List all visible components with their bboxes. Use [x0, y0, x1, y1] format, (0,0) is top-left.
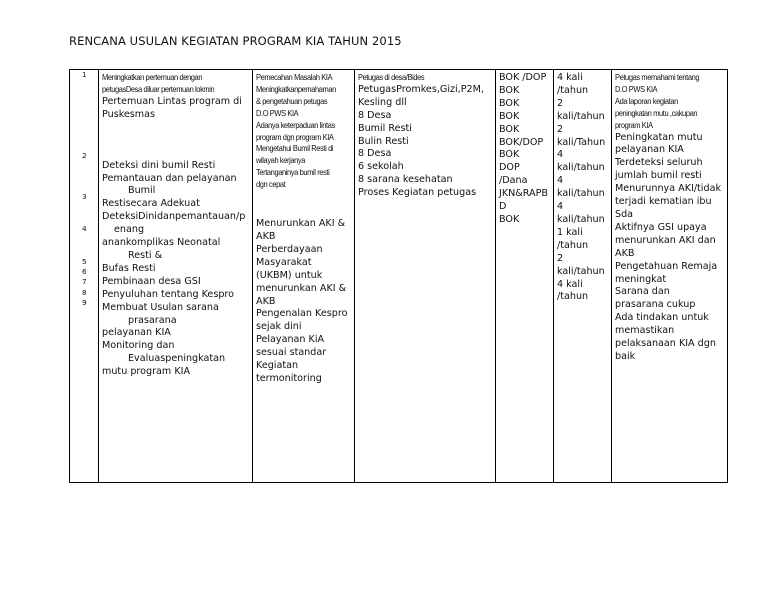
cell-line: terjadi kematian ibu	[615, 196, 712, 208]
cell-line: Pengetahuan Remaja	[615, 260, 718, 272]
cell-line: Monitoring dan	[102, 340, 175, 352]
cell-line: Petugas memahami tentang	[615, 72, 700, 82]
cell-line: Puskesmas	[102, 108, 156, 120]
cell-line: 2	[557, 97, 564, 109]
cell-line: Meningkatkanpemahaman	[256, 83, 336, 94]
row-number: 3	[82, 192, 87, 201]
cell-line: Bufas Resti	[102, 262, 156, 274]
cell-line: 2	[557, 252, 564, 264]
cell-line: Mengetahui Bumil Resti di	[256, 143, 334, 154]
row-number: 6	[82, 267, 87, 276]
cell-line: BOK/DOP	[499, 136, 544, 148]
cell-line: AKB	[256, 295, 276, 307]
cell-line: DeteksiDinidanpemantauan/p	[102, 211, 246, 223]
masalah-column	[256, 72, 352, 386]
cell-line: BOK	[499, 84, 520, 96]
cell-line: 6 sekolah	[358, 161, 404, 173]
cell-line: Ada tindakan untuk	[615, 312, 709, 324]
cell-line: Peningkatan mutu	[615, 131, 703, 143]
kegiatan-column	[102, 72, 250, 379]
cell-line: Pembinaan desa GSI	[102, 275, 201, 287]
cell-line: jumlah bumil resti	[615, 170, 702, 182]
cell-line: 4	[557, 175, 564, 187]
cell-line: baik	[615, 350, 636, 362]
row-number: 9	[82, 298, 87, 307]
cell-line: AKB	[615, 247, 635, 259]
cell-line: BOK	[499, 213, 520, 225]
cell-line: Pertemuan Lintas program di	[102, 95, 242, 107]
cell-line: pelaksanaan KIA dgn	[615, 338, 716, 350]
cell-line: Bumil Resti	[358, 122, 412, 134]
cell-line: Kegiatan	[256, 360, 299, 372]
cell-line: AKB	[256, 230, 276, 242]
cell-line: Sarana dan	[615, 286, 670, 298]
cell-line: pelayanan KIA	[102, 327, 171, 339]
cell-line: Masyarakat	[256, 256, 312, 268]
cell-line: Tertanganinya bumil resti	[256, 167, 330, 178]
cell-line: sesuai standar	[256, 347, 327, 359]
cell-line: Perberdayaan	[256, 243, 323, 255]
cell-line: 8 Desa	[358, 148, 392, 160]
cell-line: menurunkan AKI &	[256, 282, 347, 294]
row-number: 5	[82, 257, 87, 266]
cell-line: kali/tahun	[557, 213, 605, 225]
column-divider	[252, 70, 253, 482]
cell-line: Menurunkan AKI &	[256, 218, 346, 230]
cell-line: mutu program KIA	[102, 366, 191, 378]
cell-line: Resti &	[128, 249, 163, 261]
cell-line: sejak dini	[256, 321, 302, 333]
cell-line: Aktifnya GSI upaya	[615, 221, 707, 233]
document-title: RENCANA USULAN KEGIATAN PROGRAM KIA TAHUN 2015	[69, 34, 402, 48]
cell-line: /tahun	[557, 239, 589, 251]
cell-line: /Dana	[499, 175, 528, 187]
cell-line: Deteksi dini bumil Resti	[102, 159, 216, 171]
cell-line: 4	[557, 201, 564, 213]
cell-line: petugasDesa diluar pertemuan lokmin	[102, 83, 215, 94]
cell-line: BOK	[499, 110, 520, 122]
cell-line: Petugas di desa/Bides	[358, 72, 425, 82]
column-divider	[553, 70, 554, 482]
cell-line: 4	[557, 149, 564, 161]
cell-line: BOK	[499, 97, 520, 109]
column-divider	[354, 70, 355, 482]
row-number: 7	[82, 277, 87, 286]
row-number: 4	[82, 224, 87, 233]
cell-line: BOK	[499, 149, 520, 161]
sumber-dana-column	[499, 72, 552, 227]
cell-line: (UKBM) untuk	[256, 269, 323, 281]
cell-line: enang	[114, 224, 145, 236]
program-table	[69, 69, 728, 483]
cell-line: kali/tahun	[557, 188, 605, 200]
cell-line: prasarana	[128, 314, 177, 326]
cell-line: termonitoring	[256, 372, 322, 384]
column-divider	[495, 70, 496, 482]
cell-line: Pemantauan dan pelayanan	[102, 172, 237, 184]
cell-line: DOP	[499, 162, 520, 174]
cell-line: Restisecara Adekuat	[102, 198, 200, 210]
cell-line: Penyuluhan tentang Kespro	[102, 288, 235, 300]
cell-line: Membuat Usulan sarana	[102, 301, 219, 313]
column-divider	[611, 70, 612, 482]
cell-line: Terdeteksi seluruh	[615, 157, 703, 169]
cell-line: Adanya keterpaduan lintas	[256, 119, 335, 130]
cell-line: Meningkatkan pertemuan dengan	[102, 72, 203, 82]
column-divider	[98, 70, 99, 482]
cell-line: menurunkan AKI dan	[615, 234, 716, 246]
cell-line: program KIA	[615, 119, 653, 130]
cell-line: JKN&RAPB	[499, 188, 548, 200]
cell-line: BOK	[499, 123, 520, 135]
row-number: 2	[82, 151, 87, 160]
cell-line: kali/Tahun	[557, 136, 606, 148]
cell-line: Menurunnya AKI/tidak	[615, 183, 721, 195]
cell-line: 2	[557, 123, 564, 135]
cell-line: kali/tahun	[557, 265, 605, 277]
cell-line: Pengenalan Kespro	[256, 308, 348, 320]
cell-line: 1 kali	[557, 226, 583, 238]
cell-line: 8 sarana kesehatan	[358, 174, 453, 186]
cell-line: wilayah kerjanya	[256, 155, 306, 166]
cell-line: Bulin Resti	[358, 135, 409, 147]
cell-line: anankomplikas Neonatal	[102, 237, 221, 249]
cell-line: kali/tahun	[557, 162, 605, 174]
cell-line: meningkat	[615, 273, 667, 285]
cell-line: D.O PWS KIA	[615, 83, 658, 94]
cell-line: D	[499, 201, 507, 213]
cell-line: & pengetahuan petugas	[256, 95, 328, 106]
cell-line: 4 kali	[557, 278, 583, 290]
cell-line: /tahun	[557, 84, 589, 96]
cell-line: Ada laporan kegiatan	[615, 95, 678, 106]
cell-line: /tahun	[557, 291, 589, 303]
cell-line: Sda	[615, 208, 634, 220]
waktu-column	[557, 72, 610, 304]
cell-line: BOK /DOP	[499, 72, 547, 83]
cell-line: Pelayanan KiA	[256, 334, 325, 346]
cell-line: prasarana cukup	[615, 299, 696, 311]
cell-line: program dgn program KIA	[256, 131, 334, 142]
row-number: 8	[82, 288, 87, 297]
cell-line: Pemecahan Masalah KIA	[256, 72, 333, 82]
indikator-column	[615, 72, 727, 364]
cell-line: PetugasPromkes,Gizi,P2M,	[358, 83, 484, 95]
cell-line: 8 Desa	[358, 109, 392, 121]
cell-line: Kesling dll	[358, 96, 407, 108]
cell-line: peningkatan mutu ,cakupan	[615, 107, 698, 118]
cell-line: dgn cepat	[256, 179, 286, 190]
cell-line: pelayanan KIA	[615, 144, 684, 156]
row-number: 1	[82, 70, 87, 79]
cell-line: kali/tahun	[557, 110, 605, 122]
cell-line: D.O PWS KIA	[256, 107, 299, 118]
cell-line: Evaluaspeningkatan	[128, 353, 226, 365]
sasaran-column	[358, 72, 493, 200]
cell-line: Bumil	[128, 185, 156, 197]
cell-line: Proses Kegiatan petugas	[358, 187, 477, 199]
cell-line: 4 kali	[557, 72, 583, 83]
cell-line: memastikan	[615, 325, 675, 337]
